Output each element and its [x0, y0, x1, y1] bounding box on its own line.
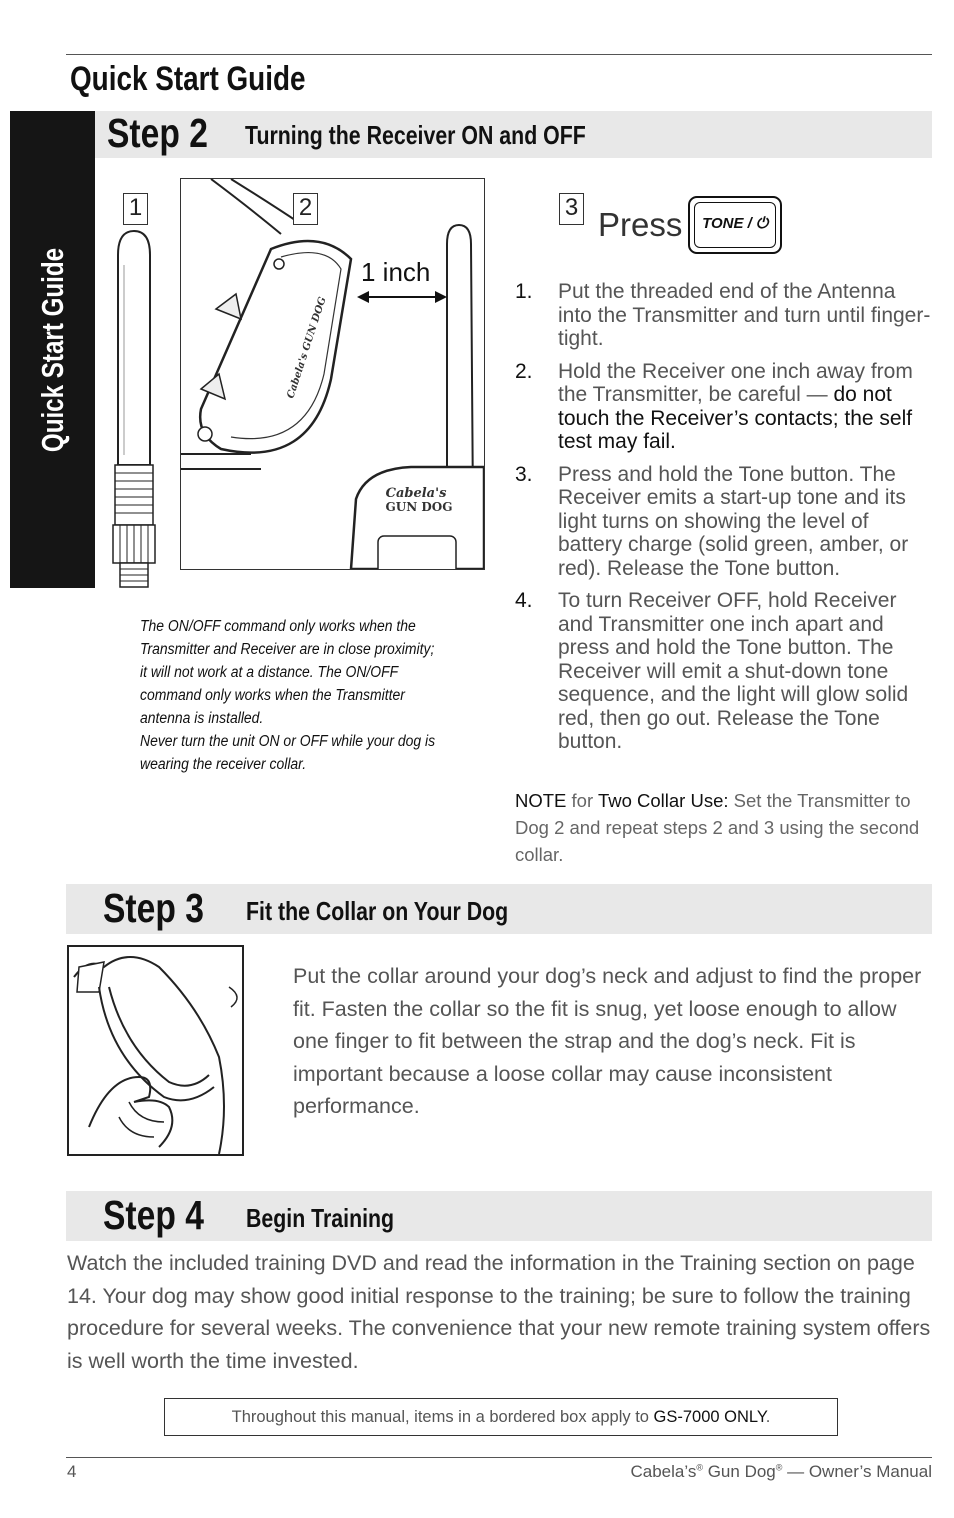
step2-instructions	[515, 280, 935, 763]
collar-fit-illustration	[69, 947, 242, 1154]
list-item: 4. To turn Receiver OFF, hold Receiver and Transmitter one inch apart and press and hold the Tone button. The Receiver will emit a shut-down tone sequence, and the light will glow solid red, then go out. Release the Tone button.	[515, 589, 909, 753]
step3-header	[66, 884, 932, 934]
collar-fit-figure	[67, 945, 244, 1156]
caption-line: it will not work at a distance. The ON/OFF	[140, 664, 399, 681]
page-title: Quick Start Guide	[70, 60, 306, 98]
step4-subtitle: Begin Training	[246, 1203, 395, 1233]
step4-header	[66, 1191, 932, 1241]
receiver-transmitter-illustration	[181, 179, 484, 569]
caption-line: wearing the receiver collar.	[140, 756, 307, 773]
two-collar-note: NOTE for Two Collar Use: Set the Transmitter to Dog 2 and repeat steps 2 and 3 using the second collar.	[515, 790, 920, 865]
inch-label: 1 inch	[361, 257, 431, 287]
figure-label-2: 2	[293, 193, 318, 225]
step3-subtitle: Fit the Collar on Your Dog	[246, 896, 509, 926]
list-item: 1. Put the threaded end of the Antenna into the Transmitter and turn until finger-tight.	[515, 280, 931, 350]
gs7000-bordered-note: Throughout this manual, items in a bordered box apply to GS-7000 ONLY.	[164, 1398, 838, 1436]
footer-manual-title: Cabela’s® Gun Dog® — Owner’s Manual	[630, 1462, 932, 1481]
warning-text: do not touch the Receiver’s contacts; the self test may fail	[558, 383, 913, 453]
list-item: 2. Hold the Receiver one inch away from the Transmitter, be careful — do not touch the Receiver’s contacts; the self test may fail.	[515, 359, 913, 453]
collar-brand-label: Cabela's GUN DOG	[285, 295, 329, 400]
transmitter-brand-bottom: GUN DOG	[385, 500, 453, 514]
list-item: 3. Press and hold the Tone button. The Receiver emits a start-up tone and its light turns on showing the level of battery charge (solid green, amber, or red). Release the Tone button.	[515, 462, 909, 580]
distance-arrow-icon	[357, 287, 447, 307]
step2-caption	[140, 615, 500, 776]
step2-subtitle: Turning the Receiver ON and OFF	[245, 120, 586, 150]
caption-line: The ON/OFF command only works when the	[140, 618, 416, 635]
step2-number: Step 2	[107, 110, 208, 156]
step2-header	[95, 111, 932, 158]
caption-line: Transmitter and Receiver are in close proximity;	[140, 641, 435, 658]
tone-button-label: TONE / ⏻	[694, 202, 776, 248]
caption-line: antenna is installed.	[140, 710, 264, 727]
figure-label-1: 1	[123, 193, 148, 225]
caption-line: Never turn the unit ON or OFF while your dog is	[140, 733, 436, 750]
figure-receiver-transmitter	[180, 178, 485, 570]
side-tab	[10, 111, 95, 588]
caption-line: command only works when the Transmitter	[140, 687, 405, 704]
step4-text: Watch the included training DVD and read the information in the Training section on page 14. Your dog may show good initial response to the training; be sure to follow the training procedure for several weeks. The convenience that your new remote training system offers is well worth the time invested.	[67, 1251, 931, 1373]
figure-label-3: 3	[559, 193, 584, 225]
step3-text: Put the collar around your dog’s neck and adjust to find the proper fit. Fasten the collar so the fit is snug, yet loose enough to allow one finger to fit between the strap and the dog’s neck. Fit is important because a loose collar may cause inconsistent performance.	[293, 964, 922, 1118]
antenna-illustration	[104, 225, 164, 595]
transmitter-brand-top: Cabela's	[385, 486, 447, 501]
footer-rule	[66, 1457, 932, 1458]
side-tab-label: Quick Start Guide	[34, 247, 70, 452]
step3-number: Step 3	[103, 885, 204, 931]
step4-number: Step 4	[103, 1192, 204, 1238]
tone-button-icon	[688, 196, 782, 254]
page-number: 4	[67, 1462, 77, 1481]
press-label: Press	[598, 206, 683, 243]
top-rule	[66, 54, 932, 55]
